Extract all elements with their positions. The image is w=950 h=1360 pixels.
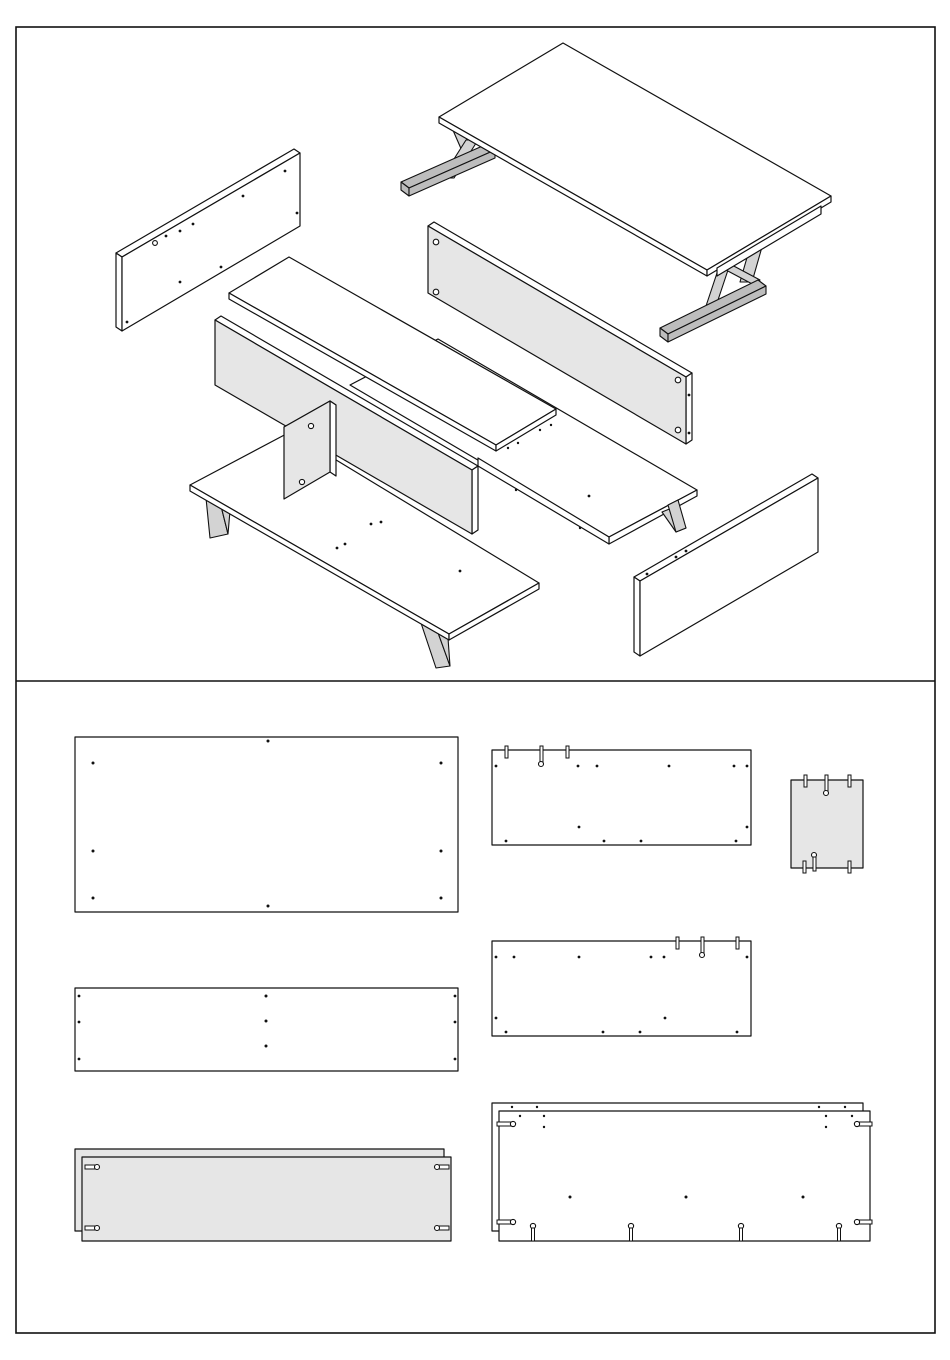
board-dowel-hole bbox=[459, 570, 462, 573]
shelf-board-outline bbox=[75, 988, 458, 1071]
board-hole bbox=[536, 1106, 538, 1108]
exploded-assembly-view bbox=[116, 43, 831, 668]
panel-dowel-hole bbox=[296, 212, 299, 215]
board-hole bbox=[736, 1031, 739, 1034]
component-gray-panels bbox=[75, 1149, 451, 1241]
board-hole bbox=[639, 1031, 642, 1034]
panel-cam-bolt bbox=[435, 1165, 450, 1170]
board-hole bbox=[265, 995, 268, 998]
board-hole bbox=[844, 1106, 846, 1108]
board-cam-bolt bbox=[497, 1219, 516, 1224]
board-hole bbox=[265, 1045, 268, 1048]
board-dowel-hole bbox=[344, 543, 347, 546]
board-hole bbox=[664, 1017, 667, 1020]
panel-dowel-hole bbox=[179, 281, 182, 284]
board-dowel-hole bbox=[336, 547, 339, 550]
board-hole bbox=[825, 1115, 827, 1117]
panel-dowel-hole bbox=[646, 573, 649, 576]
center-panel-side-edge bbox=[472, 466, 478, 534]
board-hole bbox=[746, 956, 749, 959]
wood-dowel bbox=[813, 857, 816, 871]
component-side-board-upper bbox=[492, 746, 751, 845]
back-panel-bolt-hole bbox=[433, 239, 439, 245]
board-hole bbox=[440, 850, 443, 853]
wood-dowel bbox=[803, 861, 806, 873]
wood-dowel bbox=[804, 775, 807, 787]
board-cam-bolt bbox=[854, 1121, 872, 1126]
board-hole bbox=[513, 956, 516, 959]
board-hole bbox=[78, 995, 81, 998]
board-hole bbox=[519, 1115, 521, 1117]
board-hole bbox=[668, 765, 671, 768]
board-hole bbox=[603, 840, 606, 843]
back-panel-bolt-hole bbox=[433, 289, 439, 295]
board-hole bbox=[825, 1126, 827, 1128]
panel-cam-bolt bbox=[435, 1226, 450, 1231]
board-hole bbox=[640, 840, 643, 843]
board-hole bbox=[440, 762, 443, 765]
board-hole bbox=[746, 826, 749, 829]
large-board-outline bbox=[75, 737, 458, 912]
board-hole bbox=[663, 956, 666, 959]
board-hole bbox=[733, 765, 736, 768]
board-dowel-hole bbox=[380, 521, 383, 524]
rear-shelf-leg-side bbox=[668, 500, 686, 532]
board-hole bbox=[511, 1106, 513, 1108]
divider-bolt-hole bbox=[299, 479, 304, 484]
board-hole bbox=[92, 762, 95, 765]
board-hole bbox=[265, 1020, 268, 1023]
divider-bolt-hole bbox=[308, 423, 313, 428]
board-edge-dowel bbox=[836, 1223, 841, 1241]
board-hole bbox=[505, 1031, 508, 1034]
shelf-dowel-hole bbox=[539, 429, 541, 431]
cam-lock bbox=[824, 791, 829, 796]
component-layout-view bbox=[75, 737, 872, 1241]
board-hole bbox=[267, 740, 270, 743]
board-hole bbox=[495, 1017, 498, 1020]
cam-lock bbox=[539, 762, 544, 767]
board-edge-dowel bbox=[738, 1223, 743, 1241]
panel-dowel-hole bbox=[675, 556, 678, 559]
side-board-upper-outline bbox=[492, 750, 751, 845]
shelf-dowel-hole bbox=[588, 495, 591, 498]
board-hole bbox=[851, 1115, 853, 1117]
board-cam-bolt bbox=[497, 1121, 516, 1126]
board-hole bbox=[602, 1031, 605, 1034]
board-hole bbox=[543, 1115, 545, 1117]
panel-cam-bolt bbox=[85, 1226, 100, 1231]
gray-panel-front bbox=[82, 1157, 451, 1241]
component-small-divider bbox=[791, 775, 863, 873]
left-leg-foot-top bbox=[401, 144, 495, 188]
board-hole bbox=[495, 956, 498, 959]
panel-dowel-hole bbox=[126, 321, 129, 324]
board-hole bbox=[267, 905, 270, 908]
board-hole bbox=[543, 1126, 545, 1128]
left-end-panel-side-edge bbox=[116, 253, 122, 331]
back-panel-bolt-hole bbox=[675, 427, 681, 433]
shelf-dowel-hole bbox=[579, 527, 581, 529]
panel-cam-bolt bbox=[85, 1165, 100, 1170]
board-hole bbox=[440, 897, 443, 900]
wood-dowel bbox=[540, 746, 543, 762]
panel-dowel-hole bbox=[685, 550, 688, 553]
panel-dowel-hole bbox=[165, 235, 168, 238]
wood-dowel bbox=[736, 937, 739, 949]
board-hole bbox=[78, 1021, 81, 1024]
board-hole bbox=[735, 840, 738, 843]
back-panel-bolt-hole bbox=[675, 377, 681, 383]
shelf-dowel-hole bbox=[515, 489, 517, 491]
panel-dowel-hole bbox=[220, 266, 223, 269]
wood-dowel bbox=[505, 746, 508, 758]
board-dowel-hole bbox=[370, 523, 373, 526]
panel-dowel-hole bbox=[284, 170, 287, 173]
component-stacked-boards bbox=[492, 1103, 872, 1241]
panel-dowel-hole bbox=[242, 195, 245, 198]
board-hole bbox=[578, 826, 581, 829]
panel-dowel-hole bbox=[179, 230, 182, 233]
cam-lock bbox=[700, 953, 705, 958]
component-side-board-lower bbox=[492, 937, 751, 1036]
board-hole bbox=[685, 1196, 688, 1199]
board-hole bbox=[454, 995, 457, 998]
board-hole bbox=[495, 765, 498, 768]
back-panel-dowel-hole bbox=[688, 432, 691, 435]
board-cam-bolt bbox=[854, 1219, 872, 1224]
board-hole bbox=[569, 1196, 572, 1199]
wood-dowel bbox=[848, 861, 851, 873]
wood-dowel bbox=[676, 937, 679, 949]
board-edge-dowel bbox=[628, 1223, 633, 1241]
wood-dowel bbox=[825, 775, 828, 791]
board-edge-dowel bbox=[530, 1223, 535, 1241]
board-hole bbox=[78, 1058, 81, 1061]
component-shelf-board bbox=[75, 988, 458, 1071]
divider-side-edge bbox=[330, 401, 336, 476]
board-hole bbox=[818, 1106, 820, 1108]
board-hole bbox=[578, 956, 581, 959]
shelf-dowel-hole bbox=[550, 424, 552, 426]
board-hole bbox=[596, 765, 599, 768]
component-large-board bbox=[75, 737, 458, 912]
panel-bolt-hole bbox=[153, 241, 158, 246]
board-hole bbox=[505, 840, 508, 843]
board-hole bbox=[454, 1058, 457, 1061]
wood-dowel bbox=[848, 775, 851, 787]
board-hole bbox=[650, 956, 653, 959]
stacked-board-front bbox=[499, 1111, 870, 1241]
board-hole bbox=[92, 850, 95, 853]
board-hole bbox=[577, 765, 580, 768]
shelf-dowel-hole bbox=[507, 447, 509, 449]
side-board-lower-outline bbox=[492, 941, 751, 1036]
shelf-dowel-hole bbox=[517, 442, 519, 444]
wood-dowel bbox=[566, 746, 569, 758]
right-end-panel-side-edge bbox=[634, 577, 640, 656]
wood-dowel bbox=[701, 937, 704, 953]
board-hole bbox=[802, 1196, 805, 1199]
board-hole bbox=[92, 897, 95, 900]
board-hole bbox=[746, 765, 749, 768]
back-panel-dowel-hole bbox=[688, 394, 691, 397]
board-hole bbox=[454, 1021, 457, 1024]
panel-dowel-hole bbox=[192, 223, 195, 226]
